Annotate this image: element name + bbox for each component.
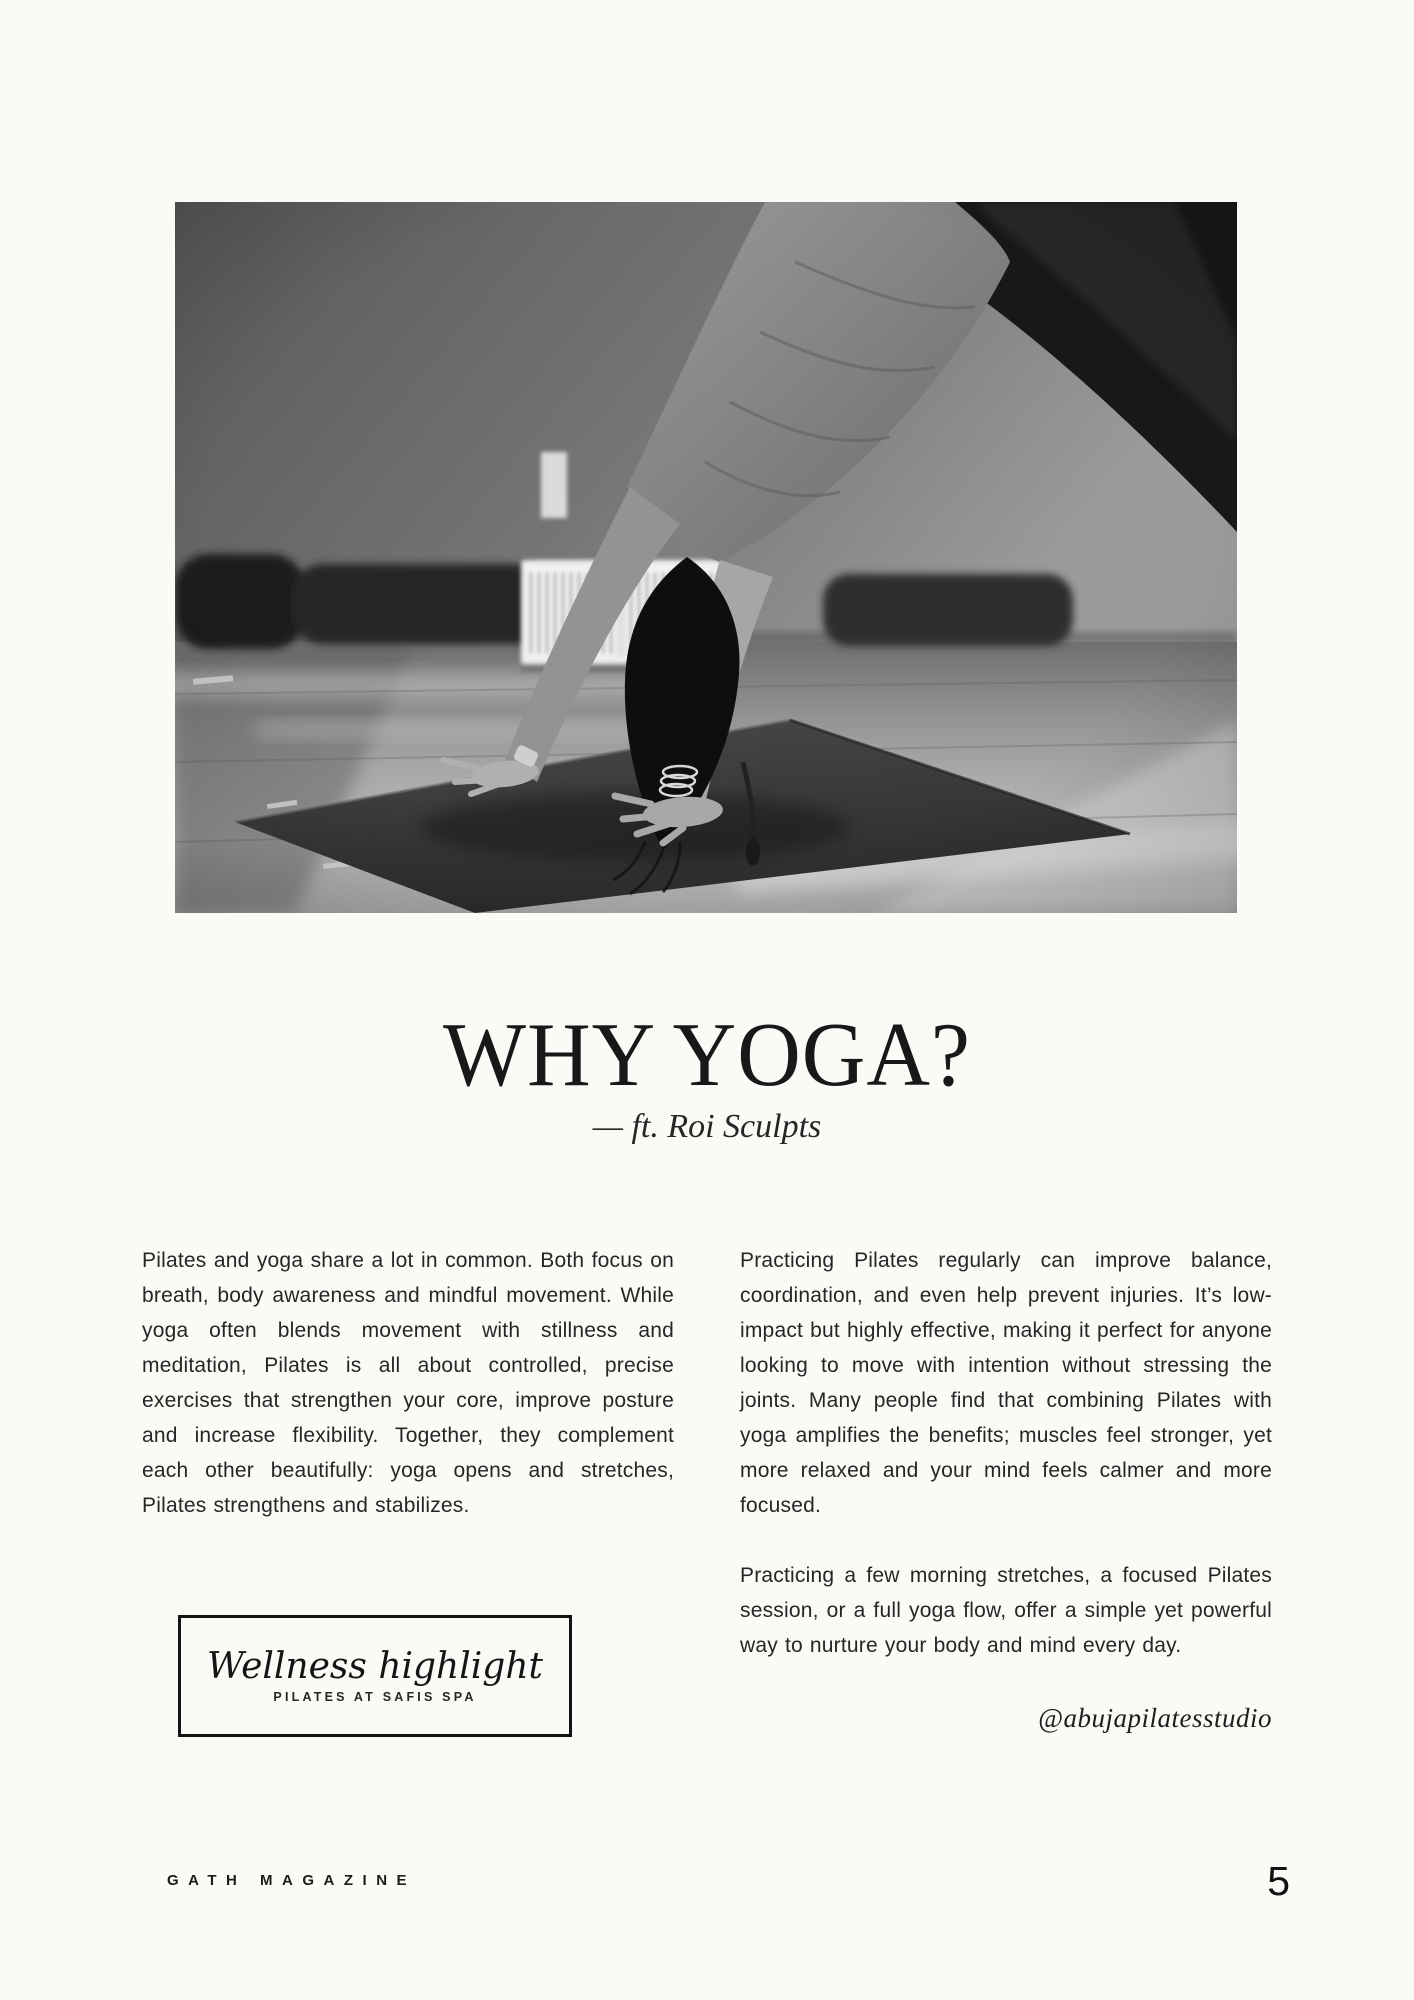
body-column-right xyxy=(740,1243,1272,1736)
page-number: 5 xyxy=(1267,1858,1290,1904)
article-subtitle: — ft. Roi Sculpts xyxy=(592,1108,822,1145)
body-column-left xyxy=(142,1243,674,1523)
body-paragraph: Practicing a few morning stretches, a focused Pilates session, or a full yoga flow, offer a simple yet powerful way to nurture your body and mind every day. xyxy=(740,1564,1272,1657)
photo-vignette xyxy=(175,202,1237,913)
highlight-caption: PILATES AT SAFIS SPA xyxy=(273,1689,477,1704)
wellness-highlight-box xyxy=(178,1615,572,1737)
article-title: WHY YOGA? xyxy=(443,1005,971,1106)
body-paragraph: Practicing Pilates regularly can improve balance, coordination, and even help prevent injuries. It’s low-impact but highly effective, making it perfect for anyone looking to move with intention without stressing the joints. Many people find that combining Pilates with yoga amplifies the benefits; muscles feel stronger, yet more relaxed and your mind feels calmer and more focused. xyxy=(740,1249,1272,1517)
highlight-script-title: Wellness highlight xyxy=(207,1645,543,1687)
body-paragraph: Pilates and yoga share a lot in common. Both focus on breath, body awareness and mindful movement. While yoga often blends movement with stillness and meditation, Pilates is all about controlled, precise exercises that strengthen your core, improve posture and increase flexibility. Together, they complement each other beautifully: yoga opens and stretches, Pilates strengthens and stabilizes. xyxy=(142,1249,674,1517)
instagram-handle: @abujapilatesstudio xyxy=(1038,1703,1272,1733)
yoga-photo xyxy=(175,202,1237,913)
magazine-name: GATH MAGAZINE xyxy=(167,1872,417,1889)
